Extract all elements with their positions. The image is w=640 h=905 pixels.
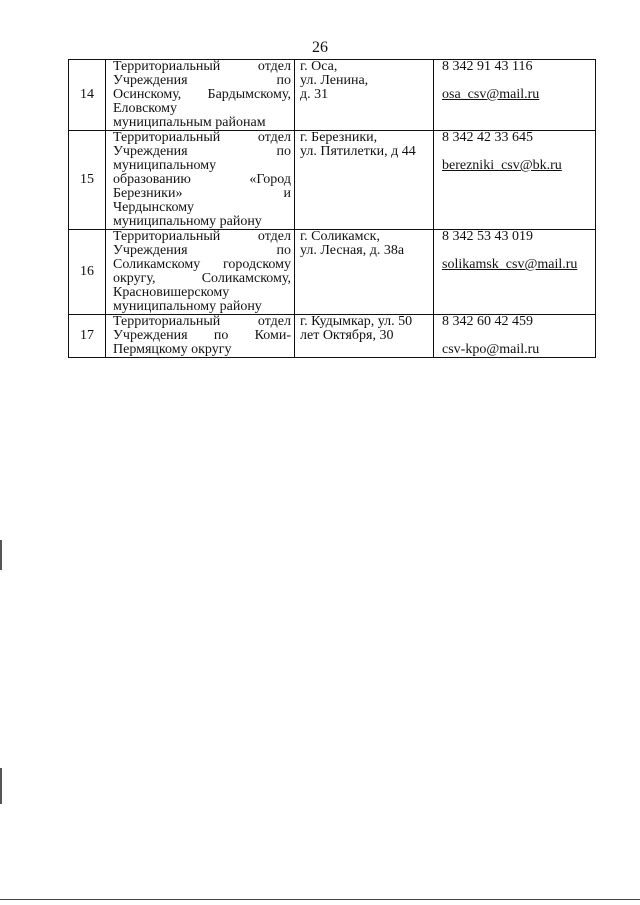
address-line: г. Кудымкар, ул. 50: [300, 314, 413, 329]
row-number: 16: [69, 230, 106, 315]
office-name-line: Красновишерскому: [113, 285, 230, 300]
address-cell: [295, 230, 434, 315]
office-name-line: Березники» и: [113, 186, 291, 201]
office-name-line: Осинскому, Бардымскому,: [113, 87, 291, 102]
table-row: [69, 315, 596, 358]
office-name-line: Еловскому: [113, 101, 177, 116]
address-line: д. 31: [300, 87, 329, 102]
contact-cell: [434, 60, 596, 131]
table-row: [69, 230, 596, 315]
office-name-line: муниципальному: [113, 158, 217, 173]
phone-number: 8 342 60 42 459: [442, 314, 533, 329]
row-number: 17: [69, 315, 106, 358]
office-name-line: Учреждения по: [113, 144, 291, 159]
office-name-line: Территориальный отдел: [113, 59, 291, 74]
office-name-cell: [106, 131, 295, 230]
email-link[interactable]: berezniki_csv@bk.ru: [442, 158, 562, 173]
office-name-line: Пермяцкому округу: [113, 342, 232, 357]
phone-number: 8 342 42 33 645: [442, 130, 533, 145]
row-number: 15: [69, 131, 106, 230]
office-name-line: Учреждения по Коми-: [113, 328, 291, 343]
office-name-cell: [106, 315, 295, 358]
email-link[interactable]: solikamsk_csv@mail.ru: [442, 257, 578, 272]
address-line: ул. Пятилетки, д 44: [300, 144, 416, 159]
address-line: г. Оса,: [300, 59, 338, 74]
email-link[interactable]: osa_csv@mail.ru: [442, 87, 540, 102]
office-name-cell: [106, 230, 295, 315]
office-name-line: муниципальным районам: [113, 115, 266, 130]
office-name-line: Территориальный отдел: [113, 314, 291, 329]
office-name-line: округу, Соликамскому,: [113, 271, 291, 286]
address-line: лет Октября, 30: [300, 328, 394, 343]
address-line: г. Березники,: [300, 130, 378, 145]
scan-bottom-rule: [0, 899, 640, 900]
office-name-line: Чердынскому: [113, 200, 195, 215]
office-name-cell: [106, 60, 295, 131]
address-cell: [295, 131, 434, 230]
email-link[interactable]: csv-kpo@mail.ru: [442, 342, 540, 357]
office-name-line: Учреждения по: [113, 243, 291, 258]
office-name-line: Территориальный отдел: [113, 229, 291, 244]
office-name-line: Соликамскому городскому: [113, 257, 291, 272]
phone-number: 8 342 91 43 116: [442, 59, 533, 74]
table-row: [69, 131, 596, 230]
address-line: ул. Лесная, д. 38а: [300, 243, 405, 258]
address-cell: [295, 60, 434, 131]
phone-number: 8 342 53 43 019: [442, 229, 533, 244]
office-name-line: образованию «Город: [113, 172, 291, 187]
office-name-line: муниципальному району: [113, 214, 262, 229]
contact-cell: [434, 230, 596, 315]
address-line: г. Соликамск,: [300, 229, 380, 244]
table-row: [69, 60, 596, 131]
office-name-line: муниципальному району: [113, 299, 262, 314]
offices-table: [68, 59, 596, 358]
scan-edge-mark: [0, 768, 2, 804]
contact-cell: [434, 315, 596, 358]
address-line: ул. Ленина,: [300, 73, 369, 88]
address-cell: [295, 315, 434, 358]
office-name-line: Территориальный отдел: [113, 130, 291, 145]
contact-cell: [434, 131, 596, 230]
page-number: 26: [312, 39, 328, 56]
office-name-line: Учреждения по: [113, 73, 291, 88]
scan-edge-mark: [0, 540, 2, 570]
row-number: 14: [69, 60, 106, 131]
